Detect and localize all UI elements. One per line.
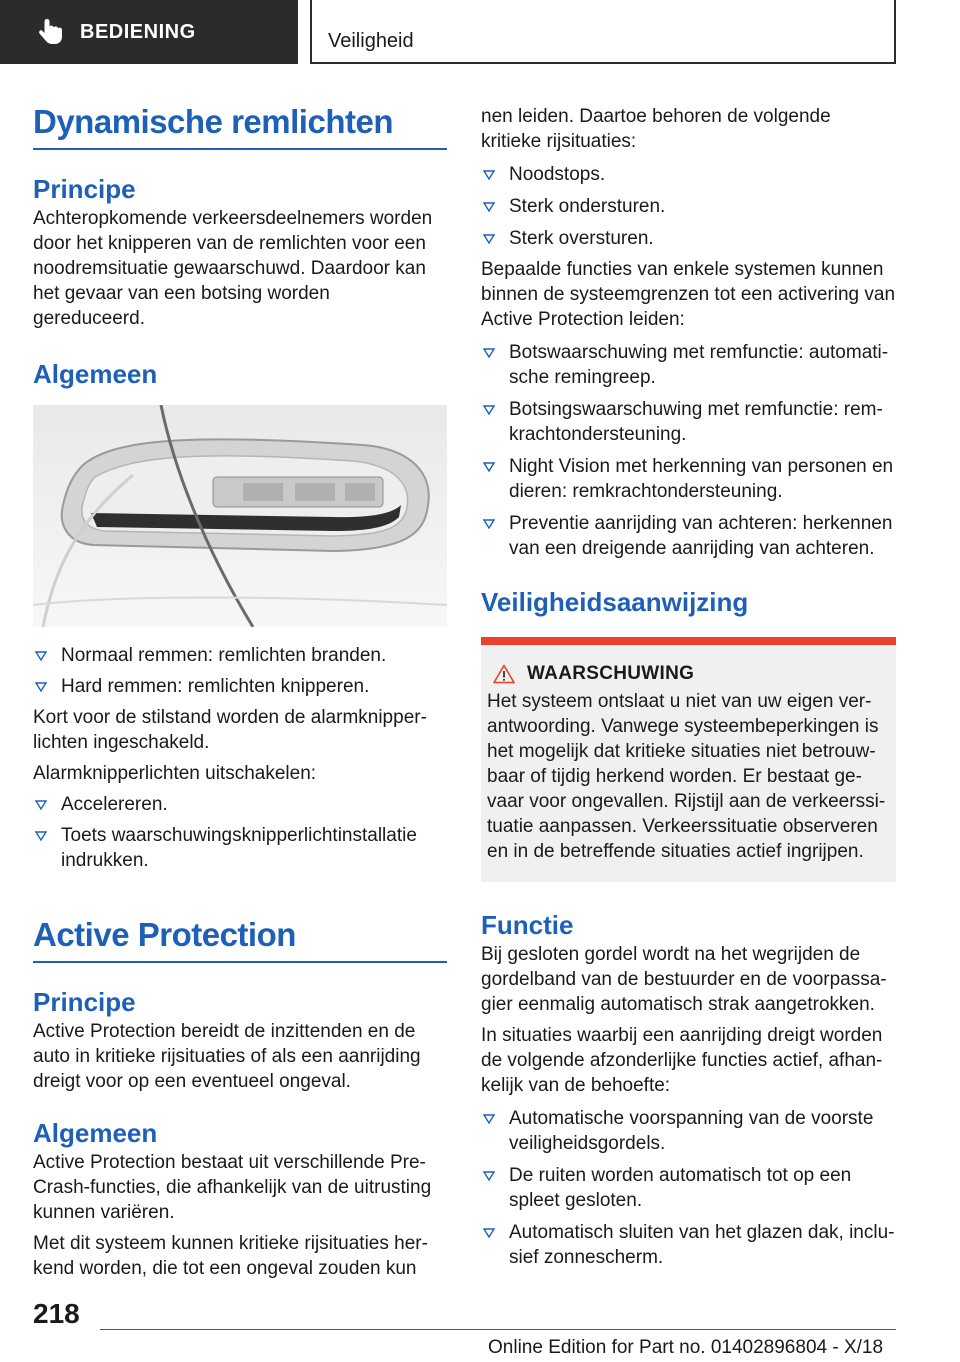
rijsituaties-list — [481, 162, 896, 251]
list-item: Sterk ondersturen. — [481, 194, 896, 219]
chapter-tab — [0, 0, 298, 64]
paragraph-functie2: In situaties waarbij een aanrijding dreigt worden de volgende afzonderlijke functies actief, afhankelijk van de behoefte: — [481, 1025, 883, 1096]
triangle-bullet-icon — [35, 831, 47, 841]
list-item: Normaal remmen: remlichten branden. — [33, 643, 447, 668]
hand-pointer-icon — [34, 15, 68, 49]
footer-edition: Online Edition for Part no. 01402896804 - X/18 — [488, 1337, 884, 1358]
triangle-bullet-icon — [483, 1228, 495, 1238]
heading-rule — [33, 148, 447, 150]
paragraph-alarm: Alarmknipperlichten uitschakelen: — [33, 763, 317, 784]
paragraph-continued: nen leiden. Daartoe behoren de volgende kritieke rijsituaties: — [481, 106, 831, 152]
warning-box — [481, 637, 896, 882]
triangle-bullet-icon — [35, 800, 47, 810]
triangle-bullet-icon — [483, 234, 495, 244]
paragraph-kort: Kort voor de stilstand worden de alarmknipperlichten ingeschakeld. — [33, 707, 427, 753]
warning-header — [493, 663, 888, 685]
taillight-illustration — [33, 405, 447, 627]
list-item: Botswaarschuwing met remfunctie: automatische remingreep. — [481, 340, 896, 390]
list-item: Hard remmen: remlichten knipperen. — [33, 674, 447, 699]
functies-list — [481, 1106, 896, 1270]
heading-principe: Principe — [33, 174, 136, 204]
list-item: Night Vision met herkenning van personen en dieren: remkrachtondersteuning. — [481, 454, 896, 504]
right-column — [481, 100, 896, 1270]
triangle-bullet-icon — [483, 462, 495, 472]
chapter-label: BEDIENING — [80, 20, 196, 43]
section-header — [310, 0, 896, 64]
heading-principe: Principe — [33, 987, 136, 1017]
triangle-bullet-icon — [35, 682, 47, 692]
systemen-list — [481, 340, 896, 561]
heading-active-protection: Active Protection — [33, 916, 296, 953]
list-item: Botsingswaarschuwing met remfunctie: remkrachtondersteuning. — [481, 397, 896, 447]
heading-dynamische-remlichten: Dynamische remlichten — [33, 103, 393, 140]
triangle-bullet-icon — [483, 348, 495, 358]
triangle-bullet-icon — [35, 651, 47, 661]
section-label: Veiligheid — [328, 30, 414, 52]
paragraph-functie1: Bij gesloten gordel wordt na het wegrijden de gordelband van de bestuurder en de voorpassagier eenmalig automatisch strak aangetrokken. — [481, 944, 887, 1015]
triangle-bullet-icon — [483, 1114, 495, 1124]
paragraph-principe: Achteropkomende verkeersdeelnemers worden door het knipperen van de remlichten voor een noodremsituatie gewaarschuwd. Daardoor kan het gevaar van een botsing worden gereduceerd. — [33, 208, 433, 329]
triangle-bullet-icon — [483, 202, 495, 212]
braking-list — [33, 643, 447, 699]
list-item: Automatisch sluiten van het glazen dak, inclusief zonnescherm. — [481, 1220, 896, 1270]
paragraph-systeem: Met dit systeem kunnen kritieke rijsituaties herkend worden, die tot een ongeval zouden kun — [33, 1233, 428, 1279]
warning-triangle-icon — [493, 664, 515, 684]
alarm-list — [33, 792, 447, 873]
triangle-bullet-icon — [483, 405, 495, 415]
heading-algemeen: Algemeen — [33, 359, 158, 389]
triangle-bullet-icon — [483, 1171, 495, 1181]
paragraph-bepaalde: Bepaalde functies van enkele systemen kunnen binnen de systeemgrenzen tot een activering van Active Protection leiden: — [481, 259, 896, 330]
triangle-bullet-icon — [483, 170, 495, 180]
triangle-bullet-icon — [483, 519, 495, 529]
page-number: 218 — [33, 1298, 80, 1329]
paragraph-principe-ap: Active Protection bereidt de inzittenden en de auto in kritieke rijsituaties of als een aanrijding dreigt voor op een eventueel ongeval. — [33, 1021, 421, 1092]
warning-text: Het systeem ontslaat u niet van uw eigen verantwoording. Vanwege systeembeperkingen is het mogelijk dat kritieke situaties niet betrouwbaar of tijdig herkend worden. Er bestaat gevaar voor ongevallen. Rijstijl aan de verkeerssituatie aanpassen. Verkeerssituatie observeren en in de betreffende situaties actief ingrijpen. — [487, 691, 886, 862]
list-item: Accelereren. — [33, 792, 447, 817]
list-item: Noodstops. — [481, 162, 896, 187]
heading-veiligheidsaanwijzing: Veiligheidsaanwijzing — [481, 587, 749, 617]
list-item: Preventie aanrijding van achteren: herkennen van een dreigende aanrijding van achteren. — [481, 511, 896, 561]
paragraph-algemeen-ap: Active Protection bestaat uit verschillende Pre-Crash-functies, die afhankelijk van de uitrusting kunnen variëren. — [33, 1152, 432, 1223]
list-item: Sterk oversturen. — [481, 226, 896, 251]
warning-title: WAARSCHUWING — [527, 663, 695, 684]
list-item: Toets waarschuwingsknipperlichtinstallatie indrukken. — [33, 823, 447, 873]
left-column — [33, 100, 447, 1281]
heading-functie: Functie — [481, 910, 574, 940]
heading-rule — [33, 961, 447, 963]
list-item: Automatische voorspanning van de voorste veiligheidsgordels. — [481, 1106, 896, 1156]
footer-rule — [100, 1329, 896, 1330]
heading-algemeen: Algemeen — [33, 1118, 158, 1148]
list-item: De ruiten worden automatisch tot op een spleet gesloten. — [481, 1163, 896, 1213]
